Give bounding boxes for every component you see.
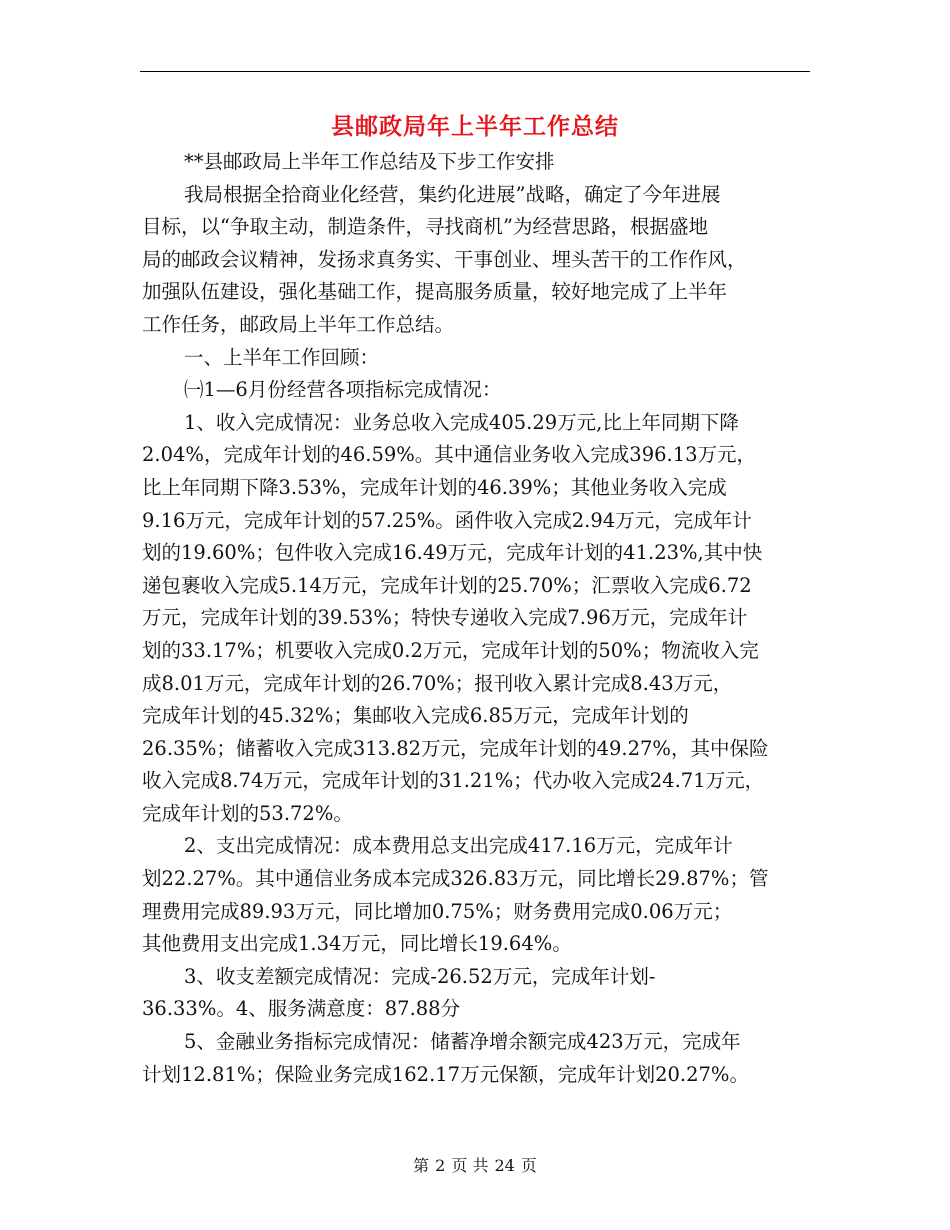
body-line: 递包裹收入完成5.14万元，完成年计划的25.70%；汇票收入完成6.72 [142, 573, 752, 597]
footer-total-pages: 24 [494, 1156, 515, 1175]
body-line: 完成年计划的53.72%。 [142, 801, 353, 825]
body-line: 其他费用支出完成1.34万元，同比增长19.64%。 [142, 932, 572, 956]
body-line: 加强队伍建设，强化基础工作，提高服务质量，较好地完成了上半年 [142, 280, 728, 304]
body-line: 理费用完成89.93万元，同比增加0.75%；财务费用完成0.06万元； [142, 899, 733, 923]
body-line: 3、收支差额完成情况：完成-26.52万元，完成年计划- [184, 964, 656, 988]
document-body [142, 146, 810, 1091]
body-line: ㈠1—6月份经营各项指标完成情况： [184, 378, 502, 402]
body-line: 划的33.17%；机要收入完成0.2万元，完成年计划的50%；物流收入完 [142, 638, 759, 662]
body-line: 比上年同期下降3.53%，完成年计划的46.39%；其他业务收入完成 [142, 475, 727, 499]
body-line: 工作任务，邮政局上半年工作总结。 [142, 312, 455, 336]
body-line: 成8.01万元，完成年计划的26.70%；报刊收入累计完成8.43万元， [142, 671, 733, 695]
body-line: 2、支出完成情况：成本费用总支出完成417.16万元，完成年计 [184, 834, 733, 858]
body-line: 一、上半年工作回顾： [184, 345, 380, 369]
body-line: 36.33%。4、服务满意度：87.88分 [142, 997, 461, 1021]
document-title: 县邮政局年上半年工作总结 [331, 113, 619, 140]
body-line: 我局根据全拾商业化经营，集约化进展”战略，确定了今年进展 [184, 182, 721, 206]
body-line: 局的邮政会议精神，发扬求真务实、干事创业、埋头苦干的工作作风， [142, 247, 747, 271]
body-line: 9.16万元，完成年计划的57.25%。函件收入完成2.94万元，完成年计 [142, 508, 752, 532]
body-line: 26.35%；储蓄收入完成313.82万元，完成年计划的49.27%，其中保险 [142, 736, 769, 760]
body-line: 万元，完成年计划的39.53%；特快专递收入完成7.96万元，完成年计 [142, 606, 748, 630]
header-rule [140, 71, 810, 72]
footer-suffix: 页 [520, 1156, 537, 1175]
page-footer [0, 1153, 950, 1176]
body-line: 1、收入完成情况：业务总收入完成405.29万元,比上年同期下降 [184, 410, 739, 434]
body-line: **县邮政局上半年工作总结及下步工作安排 [184, 150, 555, 173]
footer-prefix: 第 [413, 1156, 430, 1175]
body-line: 计划12.81%；保险业务完成162.17万元保额，完成年计划20.27%。 [142, 1062, 749, 1086]
body-line: 收入完成8.74万元，完成年计划的31.21%；代办收入完成24.71万元， [142, 769, 765, 793]
footer-middle: 页 共 [451, 1156, 489, 1175]
body-line: 目标，以“争取主动，制造条件，寻找商机”为经营思路，根据盛地 [142, 215, 708, 239]
body-line: 划的19.60%；包件收入完成16.49万元，完成年计划的41.23%,其中快 [142, 541, 763, 565]
body-line: 划22.27%。其中通信业务成本完成326.83万元，同比增长29.87%；管 [142, 867, 769, 891]
body-line: 完成年计划的45.32%；集邮收入完成6.85万元，完成年计划的 [142, 704, 689, 728]
body-line: 5、金融业务指标完成情况：储蓄净增余额完成423万元，完成年 [184, 1030, 741, 1054]
footer-page-number: 2 [435, 1156, 446, 1175]
body-line: 2.04%，完成年计划的46.59%。其中通信业务收入完成396.13万元， [142, 443, 757, 467]
